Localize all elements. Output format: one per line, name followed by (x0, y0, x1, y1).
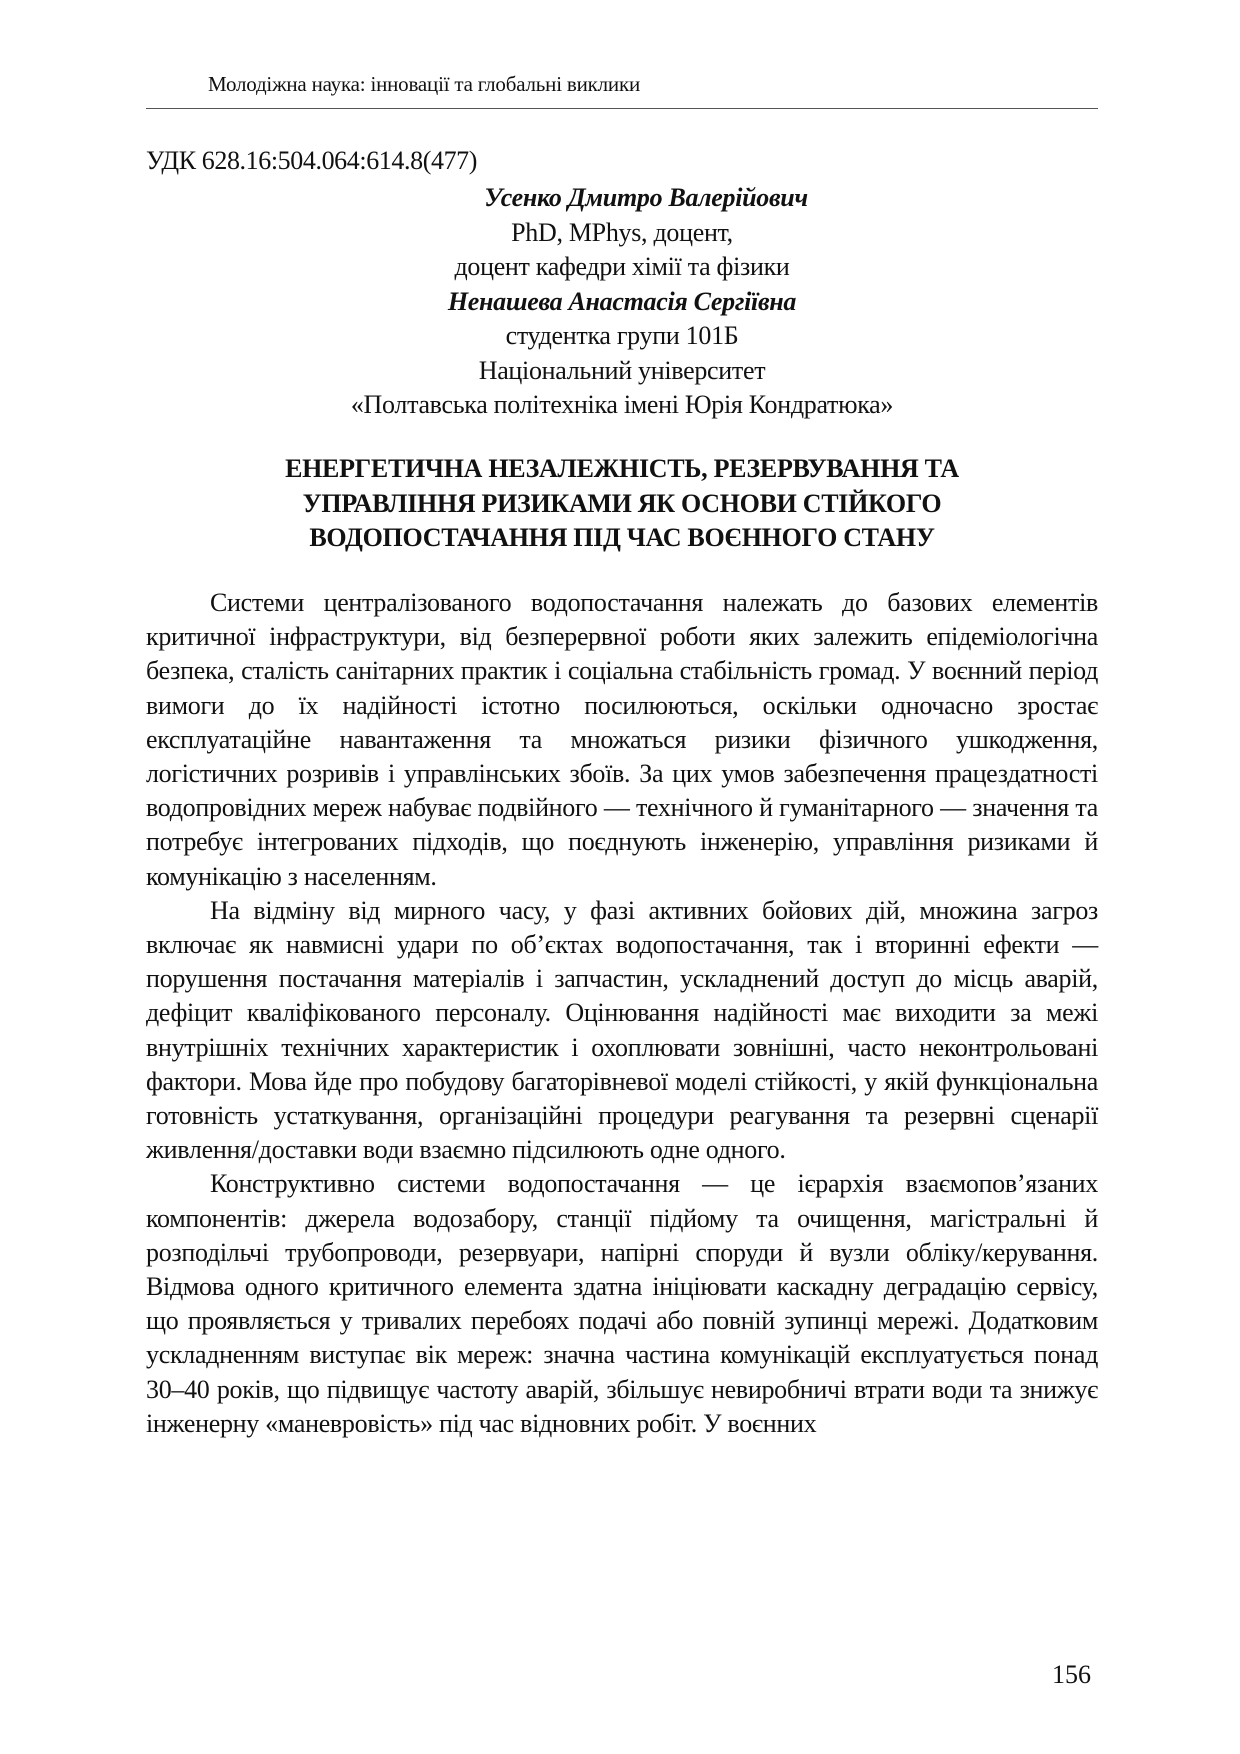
paragraph: Конструктивно системи водопостачання — це ієрархія взаємопов’язаних компонентів: джерела водозабору, станції підйому та очищення, магістральні й розподільчі трубопроводи, резервуари, напірні споруди й вузли обліку/керування. Відмова одного критичного елемента здатна ініціювати каскадну деградацію сервісу, що проявляється у тривалих перебоях подачі або повній зупинці мережі. Додатковим ускладненням виступає вік мереж: значна частина комунікацій експлуатується понад 30–40 років, що підвищує частоту аварій, збільшує невиробничі втрати води та знижує інженерну «маневровість» під час відновних робіт. У воєнних (146, 1169, 1098, 1438)
author-name: Ненашева Анастасія Сергіївна (447, 286, 797, 316)
paragraph: На відміну від мирного часу, у фазі активних бойових дій, множина загроз включає як навмисні удари по об’єктах водопостачання, так і вторинні ефекти — порушення постачання матеріалів і запчастин, ускладнений доступ до місць аварій, дефіцит кваліфікованого персоналу. Оцінювання надійності має виходити за межі внутрішніх технічних характеристик і охоплювати зовнішні, часто неконтрольовані фактори. Мова йде про побудову багаторівневої моделі стійкості, у якій функціональна готовність устаткування, організаційні процедури реагування та резервні сценарії живлення/доставки води взаємно підсилюють одне одного. (146, 895, 1098, 1165)
title-line: ЕНЕРГЕТИЧНА НЕЗАЛЕЖНІСТЬ, РЕЗЕРВУВАННЯ ТА (285, 454, 959, 483)
author-degree: PhD, MPhys, доцент, (511, 217, 733, 247)
author-block (146, 181, 1098, 423)
affiliation-line: «Полтавська політехніка імені Юрія Кондратюка» (350, 390, 894, 419)
article-title (146, 452, 1098, 556)
running-header: Молодіжна наука: інновації та глобальні виклики (208, 72, 641, 96)
page-number: 156 (1052, 1660, 1091, 1689)
header-rule (146, 108, 1098, 109)
title-line: ВОДОПОСТАЧАННЯ ПІД ЧАС ВОЄННОГО СТАНУ (309, 523, 935, 552)
affiliation-line: Національний університет (478, 355, 766, 385)
title-line: УПРАВЛІННЯ РИЗИКАМИ ЯК ОСНОВИ СТІЙКОГО (302, 488, 942, 518)
author-position: студентка групи 101Б (505, 321, 739, 350)
author-name: Усенко Дмитро Валерійович (484, 183, 808, 212)
article-body (146, 586, 1098, 1441)
udc-code: УДК 628.16:504.064:614.8(477) (146, 146, 478, 175)
author-position: доцент кафедри хімії та фізики (454, 252, 790, 281)
paragraph: Системи централізованого водопостачання належать до базових елементів критичної інфраструктури, від безперервної роботи яких залежить епідеміологічна безпека, сталість санітарних практик і соціальна стабільність громад. У воєнний період вимоги до їх надійності істотно посилюються, оскільки одночасно зростає експлуатаційне навантаження та множаться ризики фізичного ушкодження, логістичних розривів і управлінських збоїв. За цих умов забезпечення працездатності водопровідних мереж набуває подвійного — технічного й гуманітарного — значення та потребує інтегрованих підходів, що поєднують інженерію, управління ризиками й комунікацію з населенням. (146, 588, 1098, 891)
